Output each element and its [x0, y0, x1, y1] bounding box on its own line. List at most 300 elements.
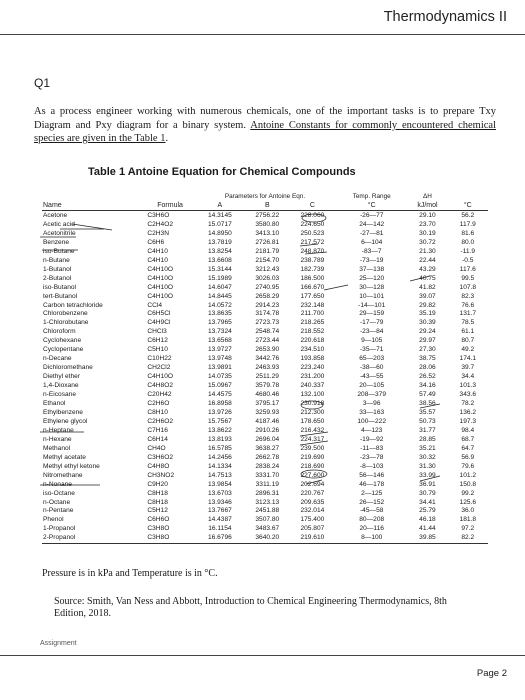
cell-c: 178.650 [300, 417, 325, 425]
cell-dh: 41.44 [419, 525, 436, 533]
cell-formula: CCl4 [147, 301, 163, 309]
cell-a: 15.1989 [207, 274, 232, 282]
cell-dh: 39.07 [419, 292, 436, 300]
header-c: C [289, 201, 336, 211]
table-row [42, 516, 488, 525]
cell-name: n-Hexane [43, 435, 72, 443]
cell-formula: CHCl3 [147, 328, 167, 336]
cell-b: 3507.80 [255, 516, 280, 524]
cell-dh: 35.19 [419, 310, 436, 318]
cell-dh: 23.70 [419, 220, 436, 228]
table-row [42, 481, 488, 490]
cell-b: 2723.73 [255, 319, 280, 327]
cell-b: 3413.10 [255, 229, 280, 237]
cell-cp: 34.4 [461, 373, 475, 381]
question-text [34, 105, 496, 146]
cell-b: 2756.22 [255, 212, 280, 219]
cell-name: 1-Chlorobutane [43, 319, 89, 327]
cell-name: Chlorobenzene [43, 310, 88, 318]
table-row [42, 391, 488, 400]
cell-range: 9—105 [361, 337, 383, 345]
cell-range: -83—7 [361, 247, 382, 255]
cell-name: 1-Propanol [43, 525, 76, 533]
cell-b: 3259.93 [255, 408, 280, 416]
table-row [42, 382, 488, 391]
cell-dh: 29.10 [419, 212, 436, 219]
cell-c: 231.200 [300, 373, 325, 381]
cell-a: 13.9726 [207, 408, 232, 416]
cell-dh: 30.39 [419, 319, 436, 327]
cell-b: 2740.95 [255, 283, 280, 291]
cell-formula: C4H10O [147, 373, 174, 381]
cell-a: 16.1154 [208, 525, 232, 533]
cell-a: 16.8958 [207, 400, 232, 408]
cell-dh: 25.79 [419, 507, 436, 515]
cell-range: -17—79 [359, 319, 384, 327]
cell-range: -27—81 [359, 229, 384, 237]
cell-range: -23—78 [359, 453, 384, 461]
table-row [42, 257, 488, 266]
cell-dh: 39.85 [407, 534, 447, 543]
table-row [42, 221, 488, 230]
cell-formula: C5H12 [147, 507, 168, 515]
cell-range: 10—101 [359, 292, 385, 300]
header-rule [0, 34, 525, 35]
cell-range: -38—60 [359, 364, 384, 372]
table-row [42, 490, 488, 499]
cell-formula: C7H16 [147, 426, 168, 434]
cell-dh: 30.19 [419, 229, 436, 237]
cell-cp: 78.5 [461, 319, 475, 327]
cell-c: 234.510 [300, 346, 325, 354]
cell-a: 13.7965 [207, 319, 232, 327]
cell-range: -43—55 [359, 373, 384, 381]
cell-name: Ethanol [43, 400, 66, 408]
cell-c: 230.918 [300, 400, 325, 408]
cell-name: n-Butane [43, 256, 70, 264]
cell-b: 2838.24 [255, 462, 280, 470]
table-row [42, 445, 488, 454]
cell-a: 13.9727 [207, 346, 232, 354]
cell-dh: 34.41 [419, 498, 436, 506]
cell-dh: 46.18 [419, 516, 436, 524]
cell-dh: 22.44 [419, 256, 436, 264]
table-row [42, 400, 488, 409]
cell-a: 13.9748 [207, 355, 232, 363]
table-row [42, 427, 488, 436]
cell-formula: C6H14 [147, 435, 168, 443]
cell-range: 56—146 [359, 471, 385, 479]
cell-dh: 57.49 [419, 391, 436, 399]
cell-a: 13.7324 [207, 328, 232, 336]
cell-b: 3483.67 [255, 525, 280, 533]
cell-range: 6—104 [361, 238, 383, 246]
table-row [42, 534, 488, 543]
header-dh-unit: kJ/mol [407, 201, 447, 211]
cell-a: 14.0572 [207, 301, 232, 309]
cell-c: 219.610 [289, 534, 336, 543]
cell-range: 46—178 [359, 480, 385, 488]
cell-dh: 30.72 [419, 238, 436, 246]
table-row [42, 525, 488, 534]
table-row [42, 284, 488, 293]
cell-formula: C8H10 [147, 408, 168, 416]
cell-a: 15.3144 [207, 265, 232, 273]
cell-b: 2914.23 [255, 301, 280, 309]
header-range-unit: °C [336, 201, 407, 211]
cell-range: -45—58 [359, 507, 384, 515]
cell-c: 177.650 [300, 292, 325, 300]
cell-formula: C4H8O [147, 462, 170, 470]
cell-a: 14.0735 [207, 373, 232, 381]
cell-a: 15.7567 [207, 417, 232, 425]
cell-c: 219.690 [300, 453, 325, 461]
cell-b: 3579.78 [255, 382, 280, 390]
cell-dh: 41.82 [419, 283, 436, 291]
cell-name: n-Pentane [43, 507, 74, 515]
cell-cp: 98.4 [461, 426, 475, 434]
cell-a: 14.7513 [207, 471, 232, 479]
cell-formula: C4H10O [147, 274, 174, 282]
cell-range: 20—116 [359, 525, 384, 533]
cell-a: 13.9891 [207, 364, 232, 372]
header-a: A [194, 201, 246, 211]
cell-name: Methanol [43, 444, 71, 452]
cell-formula: C3H8O [147, 525, 170, 533]
cell-dh: 28.85 [419, 435, 436, 443]
cell-formula: C4H8O2 [147, 382, 174, 390]
cell-c: 218.690 [300, 462, 325, 470]
cell-cp: -11.9 [460, 247, 476, 255]
cell-range: 208—379 [357, 391, 386, 399]
cell-cp: 68.7 [461, 435, 475, 443]
header-temp-range: Temp. Range [352, 193, 391, 200]
cell-c: 182.739 [300, 265, 325, 273]
cell-formula: C4H10O [147, 283, 174, 291]
cell-a: 13.8635 [207, 310, 232, 318]
cell-range: 26—152 [359, 498, 385, 506]
cell-c: 175.400 [300, 516, 325, 524]
cell-formula: C8H18 [147, 489, 168, 497]
cell-a: 14.4575 [207, 391, 232, 399]
cell-name: n-Heptane [43, 426, 74, 434]
cell-c: 224.650 [300, 220, 325, 228]
cell-formula: C3H6O [147, 212, 170, 219]
cell-range: 4—123 [361, 426, 383, 434]
table-row [42, 355, 488, 364]
cell-cp: 131.7 [459, 310, 477, 318]
cell-dh: 38.75 [419, 355, 436, 363]
cell-a: 13.6608 [207, 256, 232, 264]
table-row [42, 346, 488, 355]
cell-a: 15.0717 [207, 220, 232, 228]
cell-formula: C3H6O2 [147, 453, 174, 461]
table-header-group-row [42, 192, 488, 201]
cell-range: -23—84 [359, 328, 384, 336]
table-row [42, 310, 488, 319]
cell-c: 228.060 [300, 212, 325, 219]
cell-a: 14.1334 [207, 462, 232, 470]
cell-name: Benzene [43, 238, 70, 246]
cell-cp: 125.6 [459, 498, 477, 506]
header-title: Thermodynamics II [383, 9, 507, 25]
table-row [42, 499, 488, 508]
cell-cp: 82.2 [448, 534, 488, 543]
cell-c: 250.523 [300, 229, 325, 237]
cell-c: 220.618 [300, 337, 325, 345]
cell-c: 202.694 [300, 480, 325, 488]
cell-c: 205.807 [300, 525, 325, 533]
cell-cp: 36.0 [461, 507, 475, 515]
table-row [42, 275, 488, 284]
cell-cp: 79.6 [461, 462, 475, 470]
cell-dh: 30.79 [419, 489, 436, 497]
cell-cp: 80.0 [461, 238, 475, 246]
cell-name: Phenol [43, 516, 64, 524]
cell-name: tert-Butanol [43, 292, 78, 300]
cell-name: Acetone [43, 212, 68, 219]
cell-name: iso-Butanol [43, 283, 76, 291]
cell-b: 3580.80 [255, 220, 280, 228]
cell-a: 13.7667 [207, 507, 232, 515]
cell-dh: 21.30 [419, 247, 436, 255]
cell-c: 218.265 [300, 319, 325, 327]
cell-cp: 76.6 [461, 301, 475, 309]
cell-formula: C2H6O2 [147, 417, 174, 425]
cell-dh: 30.32 [419, 453, 436, 461]
cell-range: -19—92 [359, 435, 384, 443]
cell-cp: 80.7 [461, 337, 475, 345]
cell-name: iso-Octane [43, 489, 75, 497]
cell-name: Carbon tetrachloride [43, 301, 103, 309]
cell-b: 2511.29 [255, 373, 279, 381]
cell-formula: C6H6 [147, 238, 165, 246]
cell-c: 232.148 [300, 301, 325, 309]
cell-formula: C20H42 [147, 391, 172, 399]
cell-b: 3442.76 [255, 355, 280, 363]
cell-name: n-Decane [43, 355, 72, 363]
cell-b: 3638.27 [255, 444, 280, 452]
cell-range: 3—96 [362, 400, 381, 408]
cell-a: 13.7819 [207, 238, 232, 246]
cell-name: Methyl acetate [43, 453, 86, 461]
cell-dh: 43.29 [419, 265, 436, 273]
cell-formula: C4H10 [147, 247, 168, 255]
cell-cp: 61.1 [461, 328, 475, 336]
cell-cp: 117.6 [459, 265, 476, 273]
cell-c: 220.767 [300, 489, 325, 497]
cell-a: 13.6568 [207, 337, 232, 345]
cell-dh: 27.30 [419, 346, 436, 354]
cell-cp: 101.3 [459, 382, 477, 390]
cell-a: 16.6796 [194, 534, 246, 543]
cell-cp: 150.8 [459, 480, 477, 488]
cell-range: -35—71 [359, 346, 384, 354]
cell-b: 2696.04 [255, 435, 280, 443]
cell-b: 3311.19 [255, 480, 279, 488]
cell-b: 3123.13 [255, 498, 280, 506]
cell-formula: C6H6O [147, 516, 170, 524]
cell-dh: 29.82 [419, 301, 436, 309]
cell-name: iso-Butane [43, 247, 75, 255]
cell-formula: C4H10 [147, 256, 168, 264]
cell-dh: 35.21 [419, 444, 436, 452]
cell-c: 166.670 [300, 283, 325, 291]
cell-range: 33—163 [359, 408, 385, 416]
question-text-underlined: Antoine Constants for commonly encountered chemical species are given in the Table 1 [34, 119, 496, 145]
table-row [42, 409, 488, 418]
question-number: Q1 [34, 76, 51, 90]
cell-cp: -0.5 [462, 256, 474, 264]
table-row [42, 319, 488, 328]
page-header [0, 0, 525, 44]
table-row [42, 293, 488, 302]
cell-b: 2463.93 [255, 364, 280, 372]
cell-range: -26—77 [359, 212, 384, 219]
cell-b: 2658.29 [255, 292, 280, 300]
cell-formula: C2H3N [147, 229, 169, 237]
cell-b: 2896.31 [255, 489, 280, 497]
cell-a: 13.9854 [207, 480, 232, 488]
cell-cp: 64.7 [461, 444, 475, 452]
cell-b: 2181.79 [255, 247, 280, 255]
cell-cp: 343.6 [459, 391, 477, 399]
cell-c: 209.635 [300, 498, 325, 506]
cell-name: Ethylbenzene [43, 408, 83, 416]
cell-name: 2-Propanol [42, 534, 146, 543]
cell-cp: 78.2 [461, 400, 475, 408]
cell-cp: 197.3 [459, 417, 477, 425]
cell-b: 3026.03 [255, 274, 280, 282]
table-row [42, 373, 488, 382]
cell-name: Acetic acid [43, 220, 75, 228]
cell-formula: C10H22 [147, 355, 172, 363]
cell-formula: C6H12 [147, 337, 168, 345]
cell-range: 8—100 [336, 534, 407, 543]
table-row [42, 436, 488, 445]
cell-formula: CH4O [147, 444, 166, 452]
cell-b: 2154.70 [255, 256, 280, 264]
cell-a: 13.9346 [207, 498, 232, 506]
cell-cp: 99.2 [461, 489, 475, 497]
cell-b: 3640.20 [246, 534, 289, 543]
cell-dh: 36.91 [419, 480, 436, 488]
table-row [42, 328, 488, 337]
cell-name: Ethylene glycol [43, 417, 88, 425]
table-row [42, 463, 488, 472]
cell-c: 232.014 [300, 507, 325, 515]
header-spacer [448, 192, 488, 201]
cell-a: 13.6703 [207, 489, 232, 497]
cell-a: 13.8622 [207, 426, 232, 434]
cell-formula: C4H10O [147, 292, 174, 300]
cell-dh: 31.30 [419, 462, 436, 470]
table-title: Table 1 Antoine Equation for Chemical Compounds [88, 166, 356, 178]
cell-cp: 107.8 [459, 283, 477, 291]
cell-range: -14—101 [358, 301, 386, 309]
cell-dh: 40.75 [419, 274, 436, 282]
cell-formula: C2H6O [147, 400, 170, 408]
header-cp-unit: °C [448, 201, 488, 211]
cell-a: 14.8950 [207, 229, 232, 237]
cell-name: 1-Butanol [43, 265, 72, 273]
cell-dh: 31.77 [419, 426, 436, 434]
cell-a: 13.8193 [207, 435, 232, 443]
cell-a: 13.8254 [207, 247, 232, 255]
cell-range: 24—142 [359, 220, 385, 228]
cell-range: 65—203 [359, 355, 385, 363]
cell-dh: 35.57 [419, 408, 436, 416]
cell-b: 2662.78 [255, 453, 280, 461]
cell-name: Acetonitrile [43, 229, 76, 237]
table-row [42, 230, 488, 239]
cell-a: 16.5785 [207, 444, 232, 452]
cell-formula: C3H8O [146, 534, 193, 543]
cell-a: 14.4387 [207, 516, 232, 524]
cell-formula: C2H4O2 [147, 220, 174, 228]
header-antoine-params: Parameters for Antoine Eqn. [224, 193, 306, 200]
cell-b: 2723.44 [255, 337, 280, 345]
cell-cp: 117.9 [459, 220, 476, 228]
question-text-part2: . [165, 133, 169, 145]
cell-a: 15.0967 [207, 382, 232, 390]
cell-name: 1,4-Dioxane [43, 382, 79, 390]
cell-range: -11—83 [360, 444, 384, 452]
cell-range: 25—120 [359, 274, 385, 282]
cell-c: 193.858 [300, 355, 325, 363]
antoine-table-wrapper [42, 192, 488, 544]
cell-b: 2726.81 [255, 238, 280, 246]
cell-formula: CH3NO2 [147, 471, 175, 479]
cell-cp: 97.2 [461, 525, 475, 533]
cell-name: n-Nonane [43, 480, 72, 488]
footer-left-label: Assignment [40, 640, 77, 647]
cell-dh: 38.56 [419, 400, 436, 408]
antoine-table [42, 192, 488, 544]
cell-dh: 28.06 [419, 364, 436, 372]
cell-dh: 50.73 [419, 417, 436, 425]
table-row [42, 266, 488, 275]
cell-b: 2451.88 [255, 507, 280, 515]
cell-b: 2653.90 [255, 346, 280, 354]
cell-range: -8—103 [359, 462, 384, 470]
header-name: Name [42, 201, 146, 211]
cell-cp: 136.2 [459, 408, 477, 416]
cell-c: 223.240 [300, 364, 325, 372]
cell-dh: 34.16 [419, 382, 436, 390]
cell-name: Cyclopentane [43, 346, 84, 354]
cell-c: 132.100 [300, 391, 325, 399]
cell-cp: 81.6 [461, 229, 475, 237]
cell-b: 4680.46 [255, 391, 280, 399]
cell-a: 14.2456 [207, 453, 232, 461]
cell-c: 186.500 [300, 274, 325, 282]
footer-rule [0, 655, 525, 656]
cell-name: Cyclohexane [43, 337, 82, 345]
cell-range: 100—222 [357, 417, 386, 425]
cell-cp: 39.7 [461, 364, 475, 372]
cell-b: 3795.17 [255, 400, 280, 408]
cell-cp: 49.2 [461, 346, 475, 354]
cell-c: 227.600 [300, 471, 325, 479]
cell-cp: 99.5 [461, 274, 475, 282]
cell-c: 238.789 [300, 256, 325, 264]
header-spacer [42, 192, 146, 201]
units-note: Pressure is in kPa and Temperature is in °C. [42, 568, 218, 579]
cell-formula: C9H20 [147, 480, 168, 488]
cell-c: 248.870 [300, 247, 325, 255]
header-b: B [246, 201, 289, 211]
